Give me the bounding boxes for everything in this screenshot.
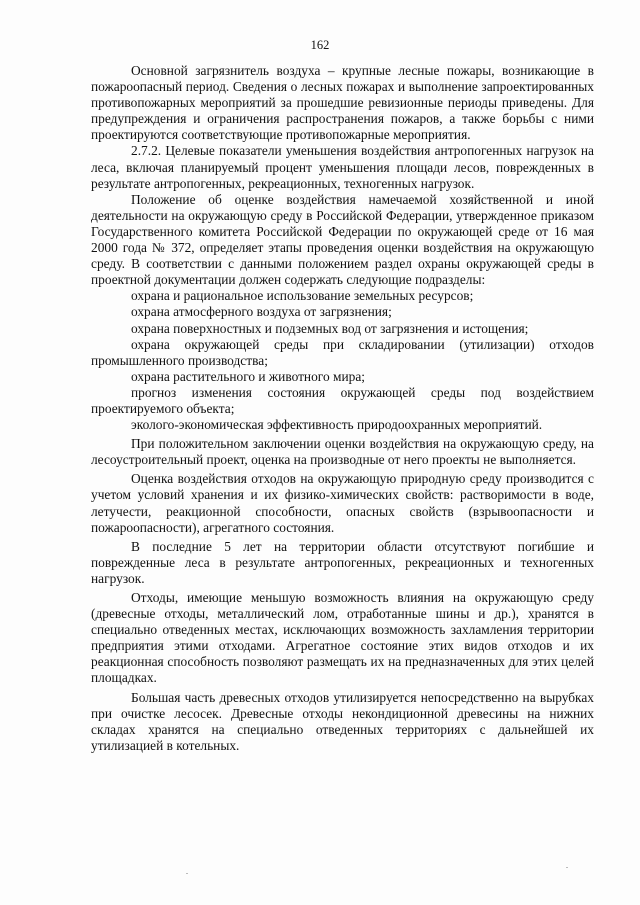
paragraph-positive-conclusion: При положительном заключении оценки воздействия на окружающую среду, на лесоустроительный проект, оценка на производные от него проекты не выполняется. bbox=[91, 436, 594, 468]
paragraph-regulation: Положение об оценке воздействия намечаемой хозяйственной и иной деятельности на окружающую среду в Российской Федерации, утвержденное приказом Государственного комитета Российской Федерации по окружающей среде от 16 мая 2000 года № 372, определяет этапы проведения оценки воздействия на окружающую среду. В соответствии с данными положением раздел охраны окружающей среды в проектной документации должен содержать следующие подразделы: bbox=[91, 191, 594, 288]
list-item: охрана окружающей среды при складировании (утилизации) отходов промышленного производства; bbox=[91, 336, 594, 368]
scan-speck bbox=[186, 873, 188, 874]
paragraph-last-five-years: В последние 5 лет на территории области отсутствуют погибшие и поврежденные леса в результате антропогенных, рекреационных и техногенных нагрузок. bbox=[91, 538, 594, 586]
list-item: прогноз изменения состояния окружающей среды под воздействием проектируемого объекта; bbox=[91, 384, 594, 416]
paragraph-wood-waste: Большая часть древесных отходов утилизируется непосредственно на вырубках при очистке лесосек. Древесные отходы некондиционной древесины на нижних складах хранятся на специально отведенных территориях с дальнейшей их утилизацией в котельных. bbox=[91, 689, 594, 753]
paragraph-waste-assessment: Оценка воздействия отходов на окружающую природную среду производится с учетом условий хранения и их физико-химических свойств: растворимости в воде, летучести, реакционной способности, опасных свойств (взрывоопасности и пожароопасности), агрегатного состояния. bbox=[91, 471, 594, 535]
paragraph-waste-storage: Отходы, имеющие меньшую возможность влияния на окружающую среду (древесные отходы, металлический лом, отработанные шины и др.), хранятся в специально отведенных местах, исключающих возможность захламления территории предприятия этими отходами. Агрегатное состояние этих видов отходов и их реакционная способность позволяют размещать их на предназначенных для этих целей площадках. bbox=[91, 590, 594, 686]
list-item: охрана растительного и животного мира; bbox=[131, 368, 365, 384]
section-heading-2-7-2: 2.7.2. Целевые показатели уменьшения воздействия антропогенных нагрузок на леса, включая планируемый процент уменьшения площади лесов, поврежденных в результате антропогенных, рекреационных, техногенных нагрузок. bbox=[91, 143, 594, 191]
page-body bbox=[91, 63, 594, 754]
list-item: эколого-экономическая эффективность природоохранных мероприятий. bbox=[131, 417, 543, 433]
page-number: 162 bbox=[310, 38, 330, 52]
list-item: охрана и рациональное использование земельных ресурсов; bbox=[131, 288, 474, 304]
scan-speck bbox=[566, 867, 568, 868]
paragraph-air-pollution: Основной загрязнитель воздуха – крупные лесные пожары, возникающие в пожароопасный период. Сведения о лесных пожарах и выполнение запроектированных противопожарных мероприятий за прошедшие ревизионные периоды приведены. Для предупреждения и ограничения распространения пожаров, а также борьбы с ними проектируются соответствующие противопожарные мероприятия. bbox=[91, 63, 594, 143]
list-item: охрана поверхностных и подземных вод от загрязнения и истощения; bbox=[131, 320, 529, 336]
list-item: охрана атмосферного воздуха от загрязнения; bbox=[131, 304, 392, 320]
